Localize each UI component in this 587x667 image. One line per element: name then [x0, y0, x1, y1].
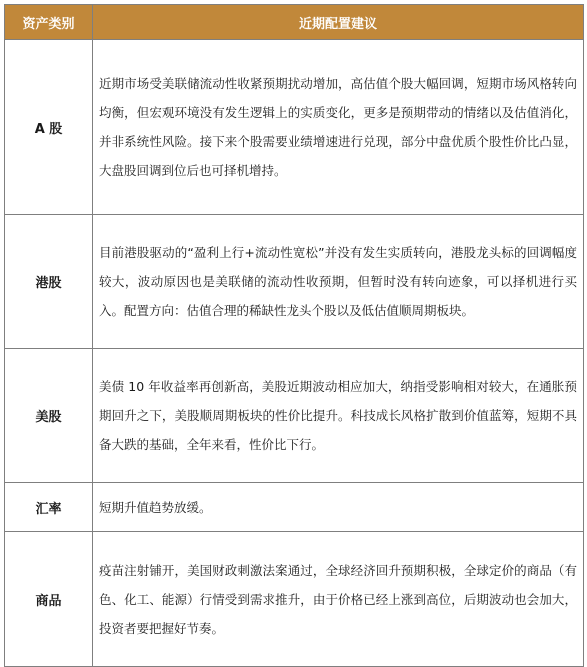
category-cell: A 股 [5, 40, 93, 215]
category-cell: 美股 [5, 349, 93, 483]
header-recent-allocation-advice: 近期配置建议 [93, 5, 584, 40]
table-row [5, 40, 584, 215]
table-body [5, 40, 584, 667]
asset-allocation-table [4, 4, 584, 667]
advice-cell: 美债 10 年收益率再创新高，美股近期波动相应加大，纳指受影响相对较大，在通胀预期回升之下，美股顺周期板块的性价比提升。科技成长风格扩散到价值蓝筹，短期不具备大跌的基础，全年来看，性价比下行。 [93, 349, 584, 483]
advice-cell: 近期市场受美联储流动性收紧预期扰动增加，高估值个股大幅回调，短期市场风格转向均衡，但宏观环境没有发生逻辑上的实质变化，更多是预期带动的情绪以及估值消化，并非系统性风险。接下来个股需要业绩增速进行兑现，部分中盘优质个股性价比凸显，大盘股回调到位后也可择机增持。 [93, 40, 584, 215]
asset-allocation-table-container [4, 4, 583, 667]
advice-cell: 疫苗注射铺开，美国财政刺激法案通过，全球经济回升预期积极，全球定价的商品（有色、化工、能源）行情受到需求推升，由于价格已经上涨到高位，后期波动也会加大，投资者要把握好节奏。 [93, 532, 584, 667]
table-row [5, 349, 584, 483]
header-row [5, 5, 584, 40]
category-cell: 汇率 [5, 483, 93, 532]
table-row [5, 215, 584, 349]
table-header [5, 5, 584, 40]
category-cell: 商品 [5, 532, 93, 667]
category-cell: 港股 [5, 215, 93, 349]
advice-cell: 短期升值趋势放缓。 [93, 483, 584, 532]
table-row [5, 483, 584, 532]
advice-cell: 目前港股驱动的“盈利上行+流动性宽松”并没有发生实质转向，港股龙头标的回调幅度较大，波动原因也是美联储的流动性收预期，但暂时没有转向迹象，可以择机进行买入。配置方向：估值合理的稀缺性龙头个股以及低估值顺周期板块。 [93, 215, 584, 349]
table-row [5, 532, 584, 667]
header-asset-category: 资产类别 [5, 5, 93, 40]
